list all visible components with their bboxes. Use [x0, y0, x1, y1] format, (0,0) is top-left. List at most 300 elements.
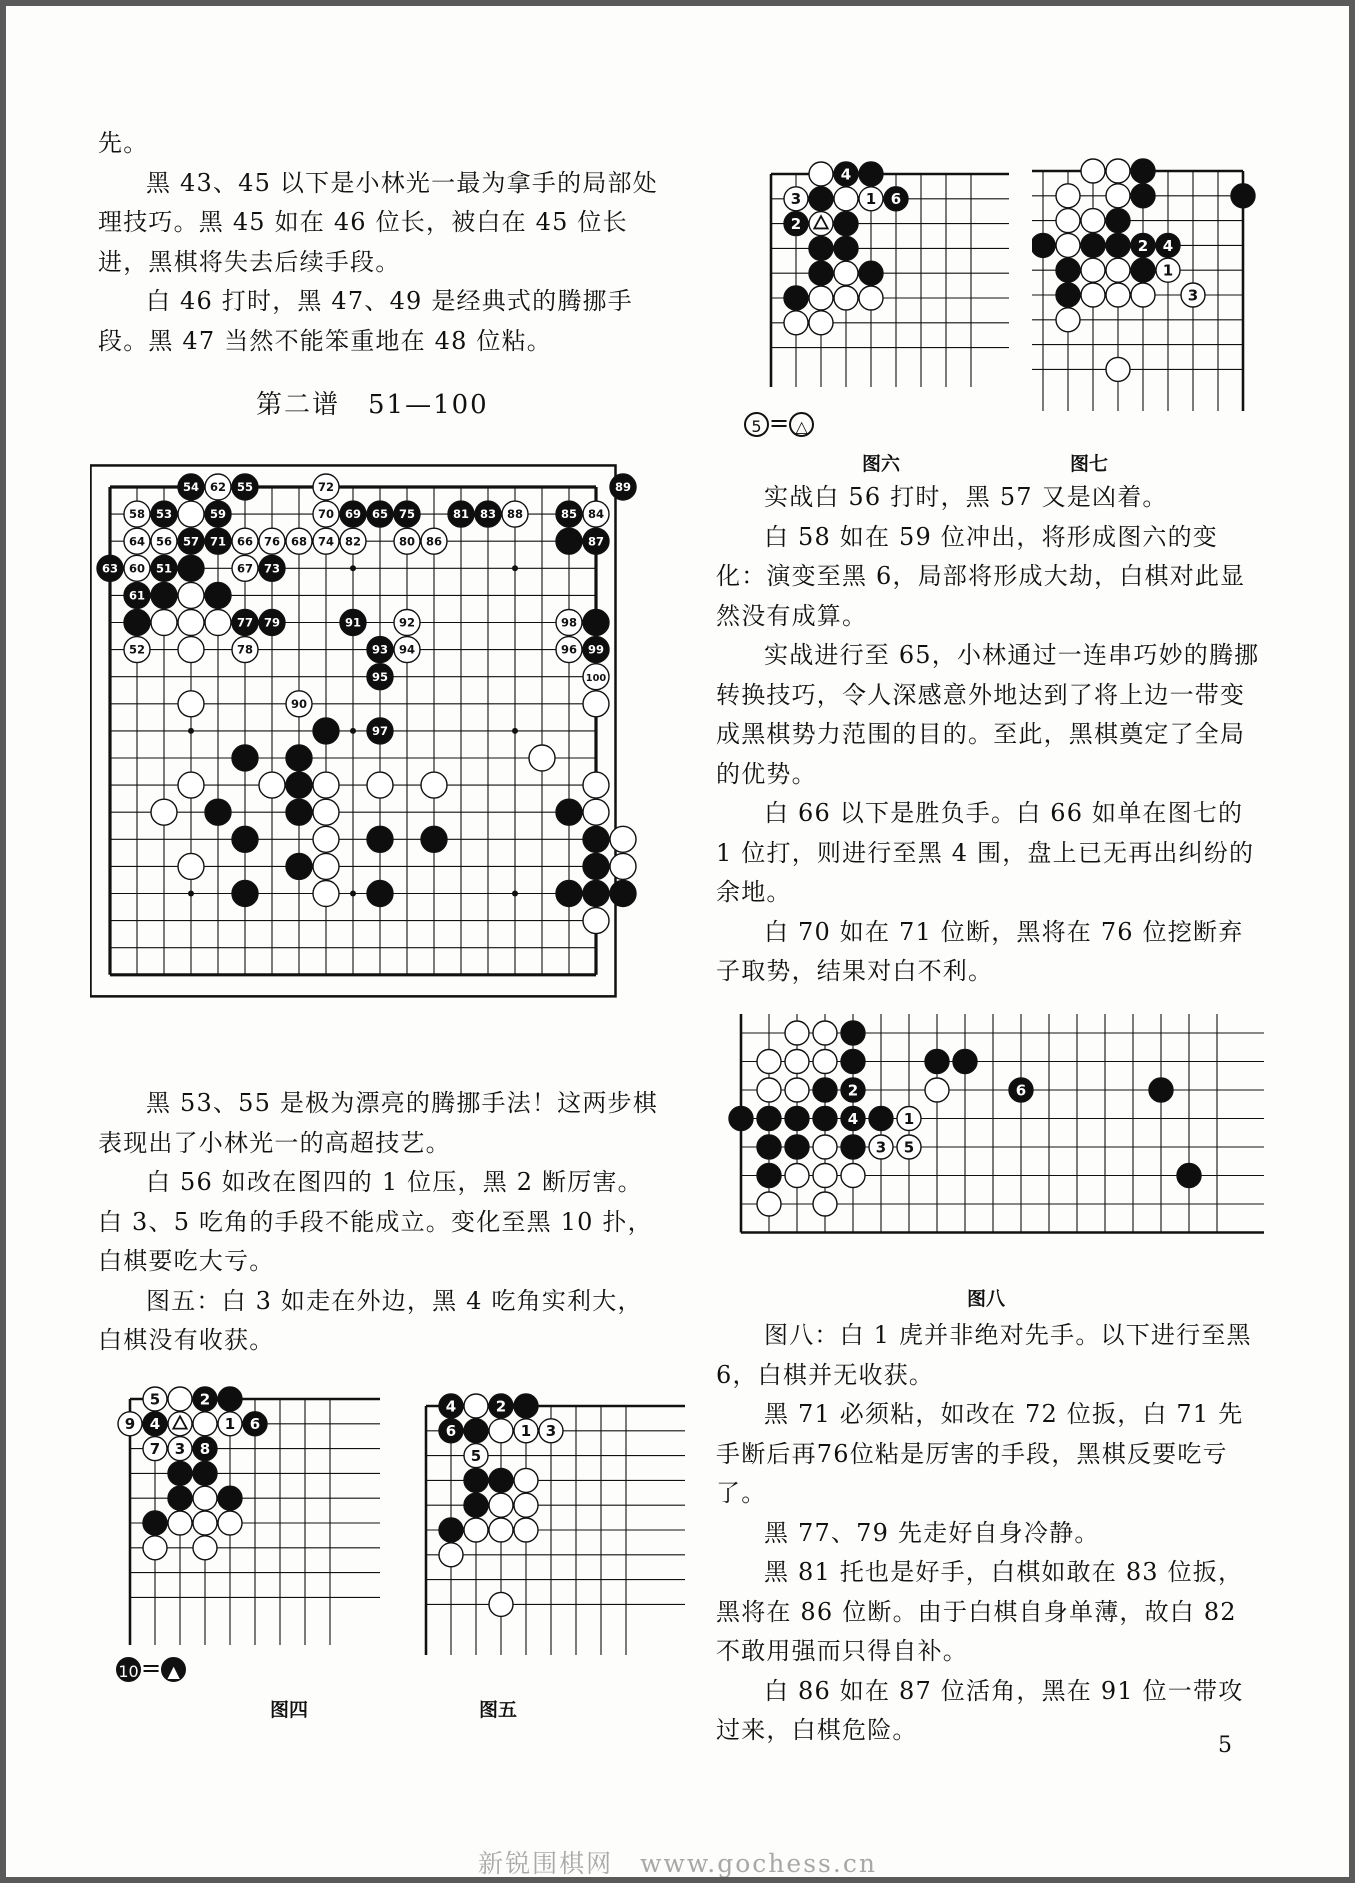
black-stone — [813, 1078, 837, 1102]
star-point — [512, 891, 518, 897]
fig4-note — [116, 1654, 186, 1682]
move-number: 81 — [452, 507, 470, 522]
black-stone — [218, 1486, 242, 1510]
white-stone — [1156, 258, 1180, 282]
white-stone — [583, 691, 609, 717]
white-stone — [1106, 258, 1130, 282]
black-stone — [1106, 209, 1130, 233]
white-stone — [168, 1437, 192, 1461]
white-stone — [259, 772, 285, 798]
move-number: 51 — [155, 561, 173, 576]
black-stone — [168, 1486, 192, 1510]
black-stone — [205, 582, 231, 608]
black-stone — [259, 555, 285, 581]
white-stone — [178, 610, 204, 636]
black-stone — [1106, 233, 1130, 257]
white-stone — [841, 1164, 865, 1188]
white-stone — [193, 1486, 217, 1510]
white-stone — [118, 1412, 142, 1436]
fig7-caption: 图七 — [1069, 453, 1108, 475]
main-go-board — [90, 459, 680, 1051]
black-stone — [556, 881, 582, 907]
white-stone — [514, 1419, 538, 1443]
white-stone — [489, 1518, 513, 1542]
black-stone — [953, 1050, 977, 1074]
black-stone — [178, 528, 204, 554]
book-page — [6, 6, 1349, 1877]
white-stone — [785, 1078, 809, 1102]
white-stone — [313, 881, 339, 907]
move-number: 80 — [398, 534, 416, 549]
black-stone — [232, 881, 258, 907]
game-record-heading: 第二谱 51—100 — [256, 390, 489, 420]
black-stone — [340, 501, 366, 527]
move-number: 86 — [425, 534, 443, 549]
black-stone — [367, 501, 393, 527]
white-stone — [178, 582, 204, 608]
move-number: 3 — [174, 1440, 186, 1458]
column-2-upper-text — [716, 478, 1262, 992]
move-number: 69 — [344, 507, 362, 522]
black-stone — [583, 881, 609, 907]
star-point — [350, 565, 356, 571]
black-stone — [556, 501, 582, 527]
black-stone — [475, 501, 501, 527]
move-number: 4 — [445, 1397, 457, 1416]
move-number: 62 — [209, 480, 227, 495]
site-watermark: 新锐围棋网 www.gochess.cn — [478, 1849, 877, 1877]
paragraph: 黑 53、55 是极为漂亮的腾挪手法！这两步棋表现出了小林光一的高超技艺。 — [98, 1089, 658, 1157]
black-stone — [151, 555, 177, 581]
black-stone — [841, 1050, 865, 1074]
column-1-lower-text — [98, 1084, 663, 1361]
white-stone — [556, 610, 582, 636]
black-stone — [205, 799, 231, 825]
white-stone — [218, 1412, 242, 1436]
move-number: 88 — [506, 507, 524, 522]
black-stone — [489, 1394, 513, 1418]
black-stone — [841, 1107, 865, 1131]
move-number: 64 — [128, 534, 146, 549]
white-stone — [514, 1518, 538, 1542]
black-stone — [583, 826, 609, 852]
move-number: 84 — [587, 507, 605, 522]
black-stone — [785, 1135, 809, 1159]
move-number: 55 — [236, 480, 254, 495]
white-stone — [809, 162, 833, 186]
white-stone — [124, 528, 150, 554]
move-number: 7 — [149, 1440, 161, 1458]
move-number: 79 — [263, 615, 281, 630]
white-stone — [583, 664, 609, 690]
move-number: 1 — [520, 1422, 532, 1441]
black-stone — [834, 236, 858, 260]
diagram-fig7-board — [1032, 141, 1282, 411]
diagram-fig5-board — [415, 1385, 685, 1655]
white-stone — [464, 1394, 488, 1418]
move-number: 89 — [614, 480, 632, 495]
paragraph: 黑 71 必须粘，如改在 72 位扳，白 71 先手断后再76位粘是厉害的手段，黑棋反要吃亏了。 — [716, 1400, 1244, 1507]
white-stone — [394, 528, 420, 554]
star-point — [512, 565, 518, 571]
black-stone — [124, 582, 150, 608]
black-stone — [809, 261, 833, 285]
black-stone — [1156, 233, 1180, 257]
white-stone — [168, 1412, 192, 1436]
move-number: 6 — [1015, 1081, 1027, 1100]
white-stone — [809, 212, 833, 236]
black-stone — [757, 1107, 781, 1131]
move-number: 93 — [371, 642, 389, 657]
black-stone — [394, 501, 420, 527]
black-stone — [757, 1164, 781, 1188]
paragraph: 先。 — [98, 129, 149, 157]
diagram-fig6-board — [739, 147, 1009, 387]
black-stone — [583, 528, 609, 554]
move-number: 74 — [317, 534, 335, 549]
move-number: 83 — [479, 507, 497, 522]
white-stone — [813, 1164, 837, 1188]
black-stone — [841, 1078, 865, 1102]
move-number: 58 — [128, 507, 146, 522]
white-stone — [813, 1050, 837, 1074]
white-stone — [151, 610, 177, 636]
white-stone — [1081, 283, 1105, 307]
move-number: 99 — [587, 642, 605, 657]
black-stone-marker: 10 — [116, 1657, 141, 1682]
column-2-lower-text — [716, 1316, 1262, 1751]
white-stone — [1106, 159, 1130, 183]
white-stone — [529, 745, 555, 771]
move-number: 53 — [155, 507, 173, 522]
white-stone — [143, 1437, 167, 1461]
move-number: 5 — [149, 1390, 161, 1409]
diagram-fig4-board — [110, 1385, 380, 1645]
white-stone — [421, 528, 447, 554]
white-stone — [143, 1387, 167, 1411]
black-stone — [367, 664, 393, 690]
paragraph: 黑 77、79 先走好自身冷静。 — [764, 1518, 1100, 1547]
move-number: 65 — [371, 507, 389, 522]
black-stone — [841, 1135, 865, 1159]
white-stone — [313, 474, 339, 500]
black-stone — [859, 162, 883, 186]
black-stone — [464, 1419, 488, 1443]
white-stone — [394, 610, 420, 636]
white-stone — [514, 1468, 538, 1492]
move-number: 91 — [344, 615, 362, 630]
move-number: 4 — [1162, 236, 1174, 255]
black-stone — [286, 772, 312, 798]
white-stone — [464, 1444, 488, 1468]
white-stone — [785, 1164, 809, 1188]
white-stone-marker: 5 — [744, 412, 769, 437]
black-stone — [421, 826, 447, 852]
white-stone — [340, 528, 366, 554]
move-number: 5 — [470, 1447, 482, 1465]
white-stone — [178, 853, 204, 879]
white-stone — [514, 1493, 538, 1517]
white-stone — [785, 1050, 809, 1074]
black-stone — [841, 1021, 865, 1045]
white-stone — [124, 501, 150, 527]
paragraph: 白 58 如在 59 位冲出，将形成图六的变化：演变至黑 6，局部将形成大劫，白棋对此显然没有成算。 — [716, 522, 1246, 630]
black-stone — [859, 261, 883, 285]
move-number: 6 — [890, 190, 902, 209]
paragraph: 白 46 打时，黑 47、49 是经典式的腾挪手段。黑 47 当然不能笨重地在 48 位粘。 — [98, 287, 633, 355]
white-stone — [1081, 258, 1105, 282]
black-stone — [439, 1518, 463, 1542]
move-number: 2 — [1137, 236, 1149, 255]
black-stone — [813, 1107, 837, 1131]
black-stone — [286, 853, 312, 879]
white-stone — [834, 286, 858, 310]
move-number: 3 — [875, 1138, 887, 1157]
white-stone — [151, 528, 177, 554]
star-point — [512, 728, 518, 734]
white-stone — [1081, 209, 1105, 233]
move-number: 78 — [236, 642, 254, 657]
star-point — [350, 891, 356, 897]
white-stone — [489, 1493, 513, 1517]
move-number: 3 — [1187, 286, 1199, 305]
white-stone — [464, 1518, 488, 1542]
white-stone — [1081, 159, 1105, 183]
black-stone — [193, 1461, 217, 1485]
black-stone — [232, 826, 258, 852]
white-stone — [583, 772, 609, 798]
black-stone — [143, 1511, 167, 1535]
black-stone — [286, 799, 312, 825]
black-stone — [168, 1461, 192, 1485]
black-stone — [834, 212, 858, 236]
white-stone — [489, 1592, 513, 1616]
move-number: 8 — [199, 1440, 211, 1458]
white-stone — [232, 555, 258, 581]
white-stone — [439, 1543, 463, 1567]
paragraph: 白 66 以下是胜负手。白 66 如单在图七的 1 位打，则进行至黑 4 围，盘上已无再出纠纷的余地。 — [716, 799, 1255, 906]
white-stone — [502, 501, 528, 527]
move-number: 4 — [149, 1415, 161, 1434]
white-stone — [610, 853, 636, 879]
white-stone — [1106, 184, 1130, 208]
black-stone — [1056, 258, 1080, 282]
white-stone — [813, 1192, 837, 1216]
black-stone — [610, 474, 636, 500]
move-number: 75 — [398, 507, 416, 522]
move-number: 66 — [236, 534, 254, 549]
paragraph: 白 86 如在 87 位活角，黑在 91 位一带攻过来，白棋危险。 — [716, 1676, 1244, 1744]
black-stone — [193, 1387, 217, 1411]
white-stone — [313, 528, 339, 554]
white-stone — [124, 555, 150, 581]
white-stone — [168, 1511, 192, 1535]
white-stone — [1056, 209, 1080, 233]
diagram-fig8-board — [724, 1014, 1264, 1262]
white-stone — [286, 691, 312, 717]
white-stone — [869, 1135, 893, 1159]
white-triangle-stone: △ — [789, 412, 814, 437]
fig4-caption: 图四 — [269, 1699, 308, 1721]
white-stone — [809, 311, 833, 335]
move-number: 73 — [263, 561, 281, 576]
black-stone — [367, 637, 393, 663]
white-stone — [1131, 283, 1155, 307]
black-stone — [1009, 1078, 1033, 1102]
move-number: 72 — [317, 480, 335, 495]
white-stone — [757, 1050, 781, 1074]
star-point — [188, 728, 194, 734]
equals-sign: = — [769, 409, 790, 437]
black-stone — [439, 1419, 463, 1443]
black-stone — [1231, 184, 1255, 208]
paragraph: 黑 81 托也是好手，白棋如敢在 83 位扳，黑将在 86 位断。由于白棋自身单薄，故白 82 不敢用强而只得自补。 — [716, 1558, 1244, 1665]
white-stone — [784, 311, 808, 335]
move-number: 2 — [790, 215, 802, 233]
black-stone — [869, 1107, 893, 1131]
black-stone — [1081, 233, 1105, 257]
black-stone — [556, 799, 582, 825]
black-stone — [834, 162, 858, 186]
black-stone — [259, 610, 285, 636]
move-number: 9 — [124, 1415, 136, 1434]
white-stone — [583, 908, 609, 934]
white-stone — [205, 610, 231, 636]
white-stone — [259, 528, 285, 554]
black-stone — [1131, 233, 1155, 257]
move-number: 87 — [587, 534, 605, 549]
fig6-note — [744, 409, 814, 437]
move-number: 96 — [560, 642, 578, 657]
black-stone — [367, 718, 393, 744]
move-number: 54 — [182, 480, 200, 495]
black-stone — [232, 745, 258, 771]
move-number: 95 — [371, 669, 389, 684]
white-stone — [168, 1387, 192, 1411]
white-stone — [178, 501, 204, 527]
move-number: 6 — [445, 1422, 457, 1441]
white-stone — [897, 1135, 921, 1159]
paragraph: 白 56 如改在图四的 1 位压，黑 2 断厉害。白 3、5 吃角的手段不能成立。变化至黑 10 扑，白棋要吃大亏。 — [98, 1168, 653, 1275]
black-stone — [178, 474, 204, 500]
move-number: 67 — [236, 561, 254, 576]
paragraph: 图五：白 3 如走在外边，黑 4 吃角实利大，白棋没有收获。 — [98, 1286, 643, 1354]
black-stone — [729, 1107, 753, 1131]
white-stone — [1056, 233, 1080, 257]
white-stone — [205, 474, 231, 500]
white-stone — [218, 1511, 242, 1535]
white-stone — [313, 799, 339, 825]
black-stone — [193, 1437, 217, 1461]
black-stone — [610, 881, 636, 907]
black-stone — [205, 501, 231, 527]
white-stone — [1106, 357, 1130, 381]
fig8-caption: 图八 — [966, 1288, 1005, 1310]
paragraph: 图八：白 1 虎并非绝对先手。以下进行至黑 6，白棋并无收获。 — [716, 1321, 1252, 1389]
move-number: 59 — [209, 507, 227, 522]
move-number: 1 — [1162, 261, 1174, 280]
black-stone — [448, 501, 474, 527]
move-number: 56 — [155, 534, 173, 549]
white-stone — [489, 1419, 513, 1443]
move-number: 2 — [847, 1081, 859, 1100]
white-stone — [813, 1135, 837, 1159]
black-stone — [178, 555, 204, 581]
white-stone — [809, 286, 833, 310]
black-stone — [1149, 1078, 1173, 1102]
move-number: 90 — [290, 696, 308, 711]
black-stone — [809, 187, 833, 211]
black-stone — [367, 881, 393, 907]
black-stone — [464, 1493, 488, 1517]
white-stone — [193, 1412, 217, 1436]
white-stone — [178, 772, 204, 798]
white-stone — [757, 1192, 781, 1216]
black-stone — [232, 474, 258, 500]
move-number: 94 — [398, 642, 416, 657]
black-stone — [205, 528, 231, 554]
star-point — [188, 891, 194, 897]
black-stone — [556, 528, 582, 554]
move-number: 2 — [495, 1397, 507, 1416]
black-stone — [583, 637, 609, 663]
white-stone — [583, 799, 609, 825]
paragraph: 实战白 56 打时，黑 57 又是凶着。 — [764, 483, 1168, 511]
move-number: 1 — [224, 1415, 236, 1434]
black-stone — [1056, 283, 1080, 307]
white-stone — [539, 1419, 563, 1443]
black-stone — [124, 610, 150, 636]
white-stone — [556, 637, 582, 663]
star-point — [350, 728, 356, 734]
paragraph: 实战进行至 65，小林通过一连串巧妙的腾挪转换技巧，令人深感意外地达到了将上边一带变成黑棋势力范围的目的。至此，黑棋奠定了全局的优势。 — [716, 641, 1260, 788]
move-number: 63 — [101, 561, 119, 576]
white-stone — [193, 1511, 217, 1535]
white-stone — [178, 637, 204, 663]
black-stone — [785, 1107, 809, 1131]
fig6-caption: 图六 — [861, 453, 900, 475]
move-number: 82 — [344, 534, 362, 549]
move-number: 97 — [371, 724, 389, 739]
move-number: 92 — [398, 615, 416, 630]
move-number: 2 — [199, 1390, 211, 1409]
black-stone — [583, 853, 609, 879]
white-stone — [143, 1536, 167, 1560]
move-number: 3 — [545, 1422, 557, 1441]
white-stone — [1181, 283, 1205, 307]
black-stone — [151, 501, 177, 527]
white-stone — [286, 528, 312, 554]
black-stone — [757, 1135, 781, 1159]
white-stone — [834, 187, 858, 211]
black-stone — [243, 1412, 267, 1436]
column-1-upper-text — [98, 124, 663, 361]
white-stone — [313, 772, 339, 798]
paragraph: 白 70 如在 71 位断，黑将在 76 位挖断弃子取势，结果对白不利。 — [716, 917, 1244, 985]
black-stone — [367, 826, 393, 852]
black-stone — [232, 610, 258, 636]
black-stone — [514, 1394, 538, 1418]
white-stone — [313, 501, 339, 527]
black-stone — [1032, 233, 1055, 257]
move-number: 1 — [903, 1109, 915, 1128]
white-stone — [151, 799, 177, 825]
paragraph: 黑 43、45 以下是小林光一最为拿手的局部处理技巧。黑 45 如在 46 位长，被白在 45 位长进，黑棋将失去后续手段。 — [98, 168, 658, 276]
move-number: 77 — [236, 615, 254, 630]
black-stone — [884, 187, 908, 211]
white-stone — [1106, 283, 1130, 307]
white-stone — [313, 853, 339, 879]
